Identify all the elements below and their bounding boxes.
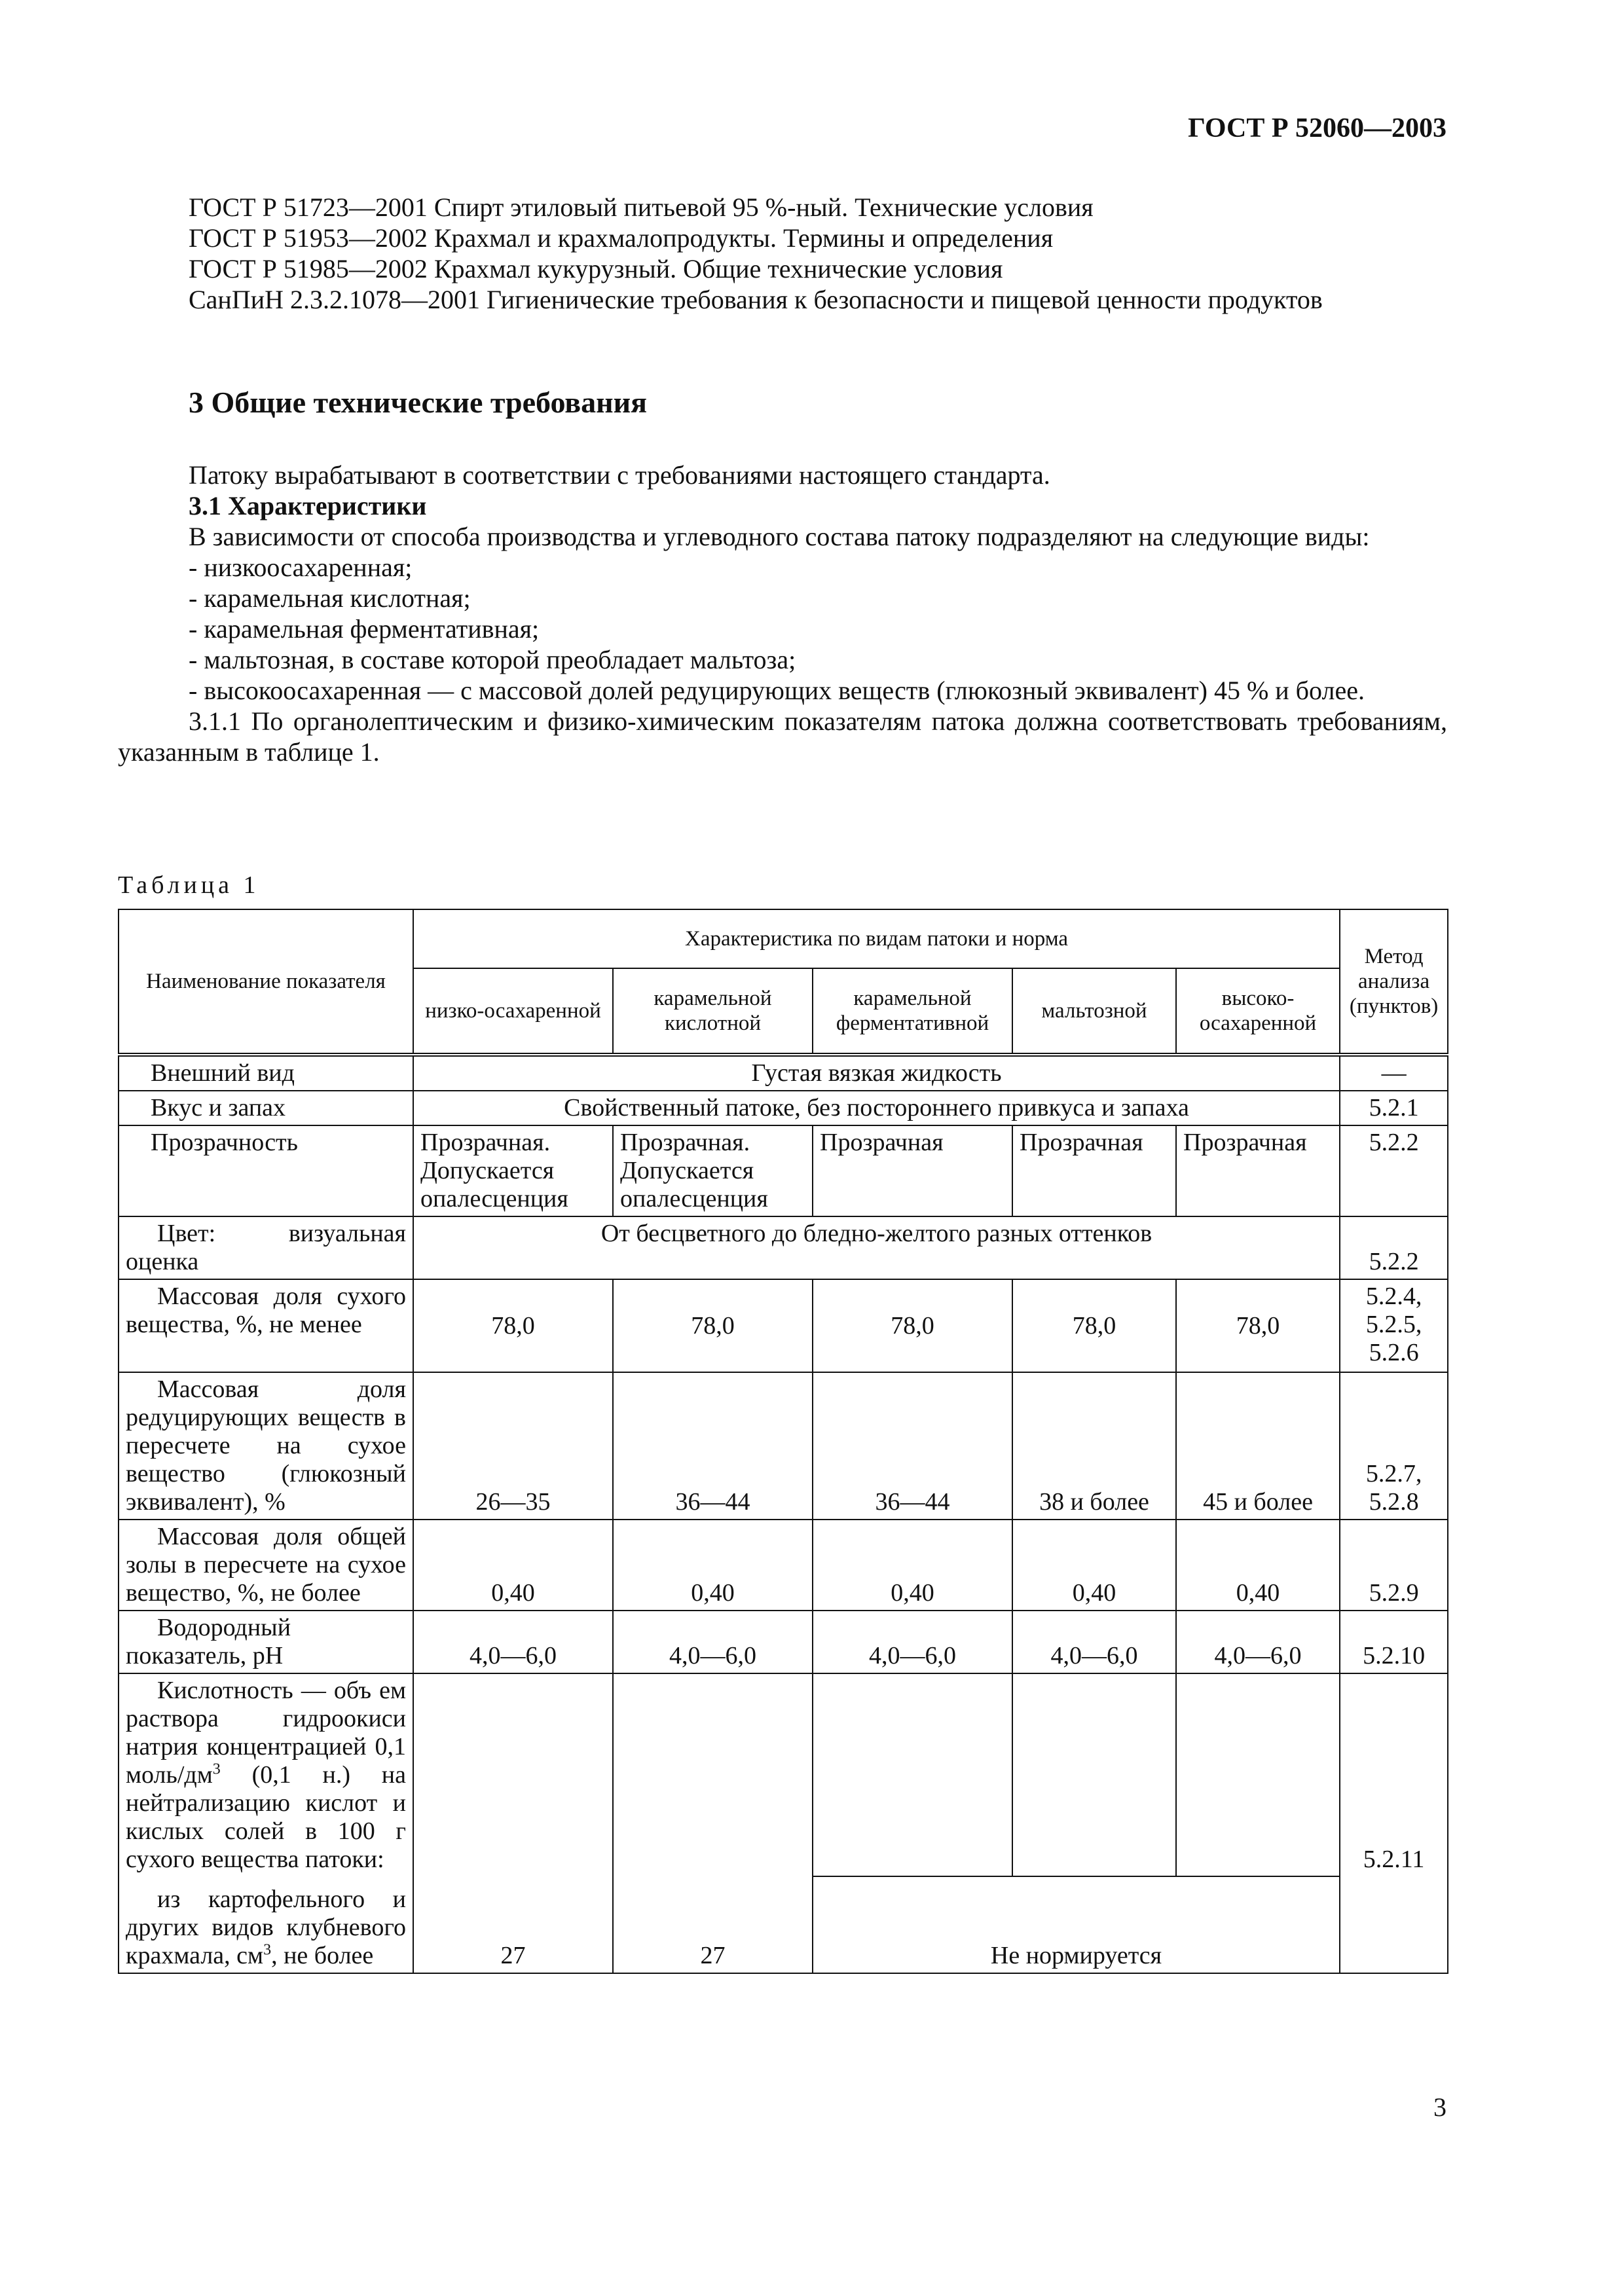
row-method: 5.2.11	[1340, 1673, 1448, 1876]
header-name: Наименование показателя	[119, 909, 413, 1055]
document-header: ГОСТ Р 52060—2003	[1188, 113, 1447, 143]
row-value: 0,40	[813, 1520, 1012, 1611]
row-value: 4,0—6,0	[813, 1611, 1012, 1673]
table-row	[119, 1372, 1448, 1520]
potato-name-part: , не более	[271, 1942, 374, 1969]
row-value: 4,0—6,0	[413, 1611, 613, 1673]
row-method: 5.2.2	[1340, 1216, 1448, 1279]
references-block	[118, 192, 1447, 315]
row-name	[119, 1673, 413, 1876]
table-row	[119, 1091, 1448, 1125]
row-value	[813, 1673, 1012, 1876]
row-value: 27	[613, 1876, 813, 1973]
row-value: Свойственный патоке, без постороннего привкуса и запаха	[413, 1091, 1340, 1125]
table-row	[119, 1611, 1448, 1673]
row-value	[413, 1673, 613, 1876]
section-title: 3 Общие технические требования	[189, 386, 648, 419]
row-value: Прозрачная	[1176, 1125, 1340, 1216]
row-method: —	[1340, 1055, 1448, 1091]
header-col: карамельной кислотной	[613, 968, 813, 1055]
row-value	[1176, 1673, 1340, 1876]
table-row	[119, 1125, 1448, 1216]
type-item: - высокоосахаренная — с массовой долей редуцирующих веществ (глюкозный эквивалент) 45 % и более.	[189, 676, 1365, 705]
row-value: 78,0	[413, 1279, 613, 1372]
section-body	[118, 460, 1447, 767]
row-value: 38 и более	[1012, 1372, 1176, 1520]
row-name: Цвет: визуальная оценка	[119, 1216, 413, 1279]
reference-item: ГОСТ Р 51985—2002 Крахмал кукурузный. Общие технические условия	[189, 254, 1003, 283]
row-method: 5.2.10	[1340, 1611, 1448, 1673]
row-name: Прозрачность	[119, 1125, 413, 1216]
subsection-title: 3.1 Характеристики	[189, 491, 427, 520]
header-col: низко-осахаренной	[413, 968, 613, 1055]
row-value: 45 и более	[1176, 1372, 1340, 1520]
types-intro: В зависимости от способа производства и углеводного состава патоку подразделяют на следующие виды:	[189, 522, 1370, 551]
row-value: 0,40	[1012, 1520, 1176, 1611]
acidity-name-part: (0,1 н.) на нейтрализацию кислот и кислых солей в 100 г сухого вещества патоки:	[126, 1761, 406, 1873]
page-number: 3	[1433, 2092, 1447, 2122]
table-row	[119, 1279, 1448, 1372]
characteristics-table	[118, 909, 1448, 1974]
row-name: Водородный показатель, pH	[119, 1611, 413, 1673]
reference-item: СанПиН 2.3.2.1078—2001 Гигиенические требования к безопасности и пищевой ценности продуктов	[189, 285, 1323, 314]
type-item: - карамельная кислотная;	[189, 583, 471, 613]
reference-item: ГОСТ Р 51723—2001 Спирт этиловый питьевой 95 %-ный. Технические условия	[189, 192, 1094, 222]
row-value: Прозрачная. Допускается опалесценция	[413, 1125, 613, 1216]
table-row	[119, 1520, 1448, 1611]
row-value: Прозрачная	[813, 1125, 1012, 1216]
row-value: 0,40	[413, 1520, 613, 1611]
row-value: 26—35	[413, 1372, 613, 1520]
row-method	[1340, 1876, 1448, 1973]
row-value: Прозрачная	[1012, 1125, 1176, 1216]
table-row	[119, 1673, 1448, 1876]
row-value: 78,0	[813, 1279, 1012, 1372]
table-caption: Таблица 1	[118, 871, 260, 899]
superscript: 3	[212, 1760, 221, 1778]
row-value: 0,40	[1176, 1520, 1340, 1611]
row-value	[613, 1673, 813, 1876]
acidity-name-part: Кислотность — объ ем раствора гидроокиси натрия концентрацией 0,1 моль/дм	[126, 1677, 406, 1789]
table-row	[119, 1055, 1448, 1091]
superscript: 3	[263, 1941, 272, 1959]
header-method: Метод анализа (пунктов)	[1340, 909, 1448, 1055]
row-value	[1012, 1673, 1176, 1876]
paragraph-3-1-1: 3.1.1 По органолептическим и физико-химическим показателям патока должна соответствовать требованиям, указанным в таблице 1.	[118, 706, 1447, 767]
reference-item: ГОСТ Р 51953—2002 Крахмал и крахмалопродукты. Термины и определения	[189, 223, 1054, 253]
header-group: Характеристика по видам патоки и норма	[413, 909, 1340, 968]
row-value: Прозрачная. Допускается опалесценция	[613, 1125, 813, 1216]
row-value: 27	[413, 1876, 613, 1973]
row-method: 5.2.7, 5.2.8	[1340, 1372, 1448, 1520]
row-value: 0,40	[613, 1520, 813, 1611]
row-value: Не нормируется	[813, 1876, 1340, 1973]
header-col: мальтозной	[1012, 968, 1176, 1055]
row-value: 78,0	[1176, 1279, 1340, 1372]
row-method: 5.2.4, 5.2.5, 5.2.6	[1340, 1279, 1448, 1372]
row-method: 5.2.1	[1340, 1091, 1448, 1125]
row-value: 4,0—6,0	[1176, 1611, 1340, 1673]
row-value: Густая вязкая жидкость	[413, 1055, 1340, 1091]
row-name: Массовая доля редуцирующих веществ в пересчете на сухое вещество (глюкозный эквивалент), %	[119, 1372, 413, 1520]
row-value: От бесцветного до бледно-желтого разных оттенков	[413, 1216, 1340, 1279]
row-name	[119, 1876, 413, 1973]
row-method: 5.2.9	[1340, 1520, 1448, 1611]
row-name: Внешний вид	[119, 1055, 413, 1091]
potato-name-part: из картофельного и других видов клубневого крахмала, см	[126, 1886, 406, 1969]
row-value: 36—44	[813, 1372, 1012, 1520]
table-row	[119, 1876, 1448, 1973]
row-name: Массовая доля общей золы в пересчете на сухое вещество, %, не более	[119, 1520, 413, 1611]
row-value: 4,0—6,0	[613, 1611, 813, 1673]
row-value: 4,0—6,0	[1012, 1611, 1176, 1673]
row-name: Массовая доля сухого вещества, %, не менее	[119, 1279, 413, 1372]
type-item: - низкоосахаренная;	[189, 553, 413, 582]
row-method: 5.2.2	[1340, 1125, 1448, 1216]
intro-paragraph: Патоку вырабатывают в соответствии с требованиями настоящего стандарта.	[189, 460, 1050, 490]
type-item: - мальтозная, в составе которой преобладает мальтоза;	[189, 645, 796, 674]
row-value: 78,0	[1012, 1279, 1176, 1372]
table-header-row	[119, 909, 1448, 968]
type-item: - карамельная ферментативная;	[189, 614, 540, 644]
row-value: 78,0	[613, 1279, 813, 1372]
row-value: 36—44	[613, 1372, 813, 1520]
table-row	[119, 1216, 1448, 1279]
header-col: карамельной ферментативной	[813, 968, 1012, 1055]
header-col: высоко-осахаренной	[1176, 968, 1340, 1055]
row-name: Вкус и запах	[119, 1091, 413, 1125]
